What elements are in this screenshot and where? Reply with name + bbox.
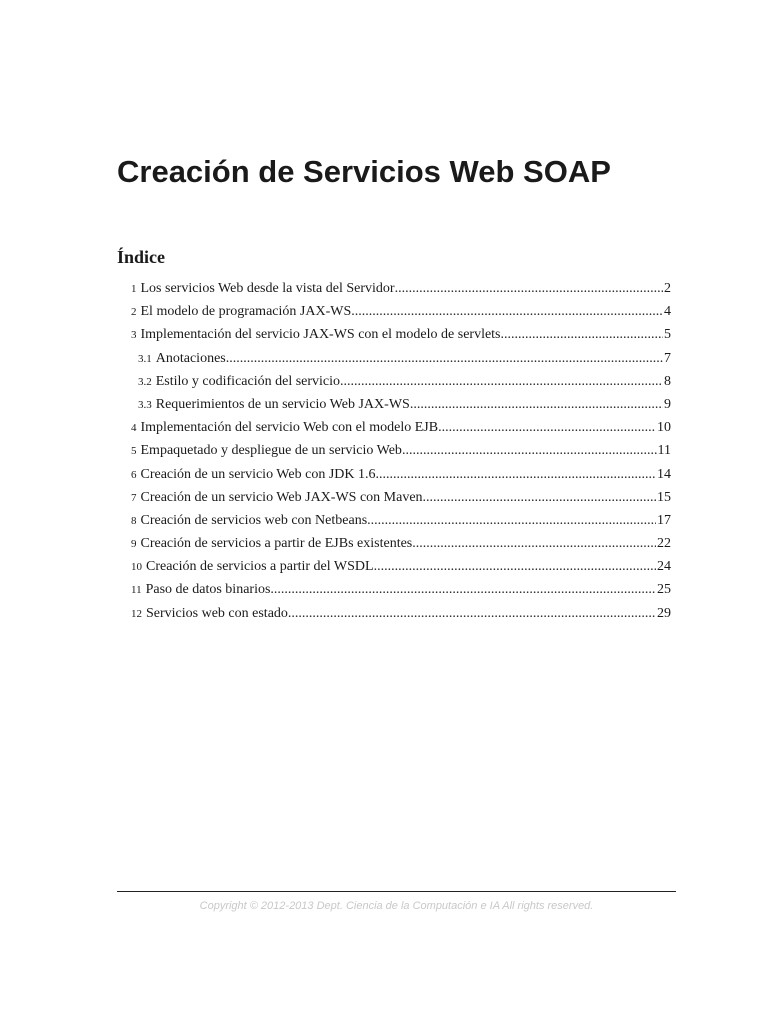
dot-leader [351, 300, 663, 323]
toc-entry-number: 10 [131, 561, 142, 574]
toc-entry-4[interactable] [131, 416, 671, 439]
toc-entry-5[interactable] [131, 439, 671, 462]
toc-entry-3-1[interactable] [131, 347, 671, 370]
toc-entry-page: 22 [657, 536, 671, 552]
toc-entry-page: 4 [664, 304, 671, 320]
toc-entry-title: Creación de un servicio Web con JDK 1.6 [140, 466, 376, 482]
toc-entry-title: Paso de datos binarios [145, 582, 271, 598]
toc-entry-title: Los servicios Web desde la vista del Servidor [140, 281, 395, 296]
toc-entry-number: 9 [131, 538, 137, 551]
toc-entry-number: 5 [131, 445, 137, 458]
toc-entry-number: 1 [131, 283, 137, 295]
toc-entry-12[interactable] [131, 602, 671, 625]
toc-entry-title: Implementación del servicio Web con el modelo EJB [140, 420, 439, 436]
dot-leader [402, 439, 657, 462]
toc-entry-7[interactable] [131, 486, 671, 509]
dot-leader [395, 277, 663, 300]
toc-entry-title: El modelo de programación JAX-WS [140, 304, 352, 320]
toc-entry-title: Implementación del servicio JAX-WS con el modelo de servlets [140, 327, 501, 343]
toc-entry-title: Anotaciones [155, 350, 226, 366]
toc-entry-number: 6 [131, 468, 137, 481]
toc-entry-number: 3.1 [138, 352, 152, 365]
toc-entry-9[interactable] [131, 532, 671, 555]
toc-entry-title: Creación de servicios web con Netbeans [140, 512, 368, 528]
toc-entry-2[interactable] [131, 300, 671, 323]
footer-copyright: Copyright © 2012-2013 Dept. Ciencia de la Computación e IA All rights reserved. [199, 900, 594, 912]
toc-entry-page: 14 [657, 466, 671, 482]
toc-entry-number: 3 [131, 329, 137, 342]
toc-entry-page: 2 [664, 281, 671, 296]
toc-entry-1[interactable] [131, 277, 671, 300]
dot-leader [501, 323, 663, 346]
dot-leader [367, 509, 656, 532]
dot-leader [412, 532, 656, 555]
toc-entry-11[interactable] [131, 578, 671, 601]
toc-entry-page: 17 [657, 512, 671, 528]
toc-entry-number: 2 [131, 306, 137, 319]
toc-entry-10[interactable] [131, 555, 671, 578]
footer-divider [117, 891, 676, 892]
dot-leader [288, 602, 656, 625]
dot-leader [374, 555, 656, 578]
dot-leader [226, 347, 663, 370]
toc-entry-3-3[interactable] [131, 393, 671, 416]
toc-entry-title: Estilo y codificación del servicio [155, 373, 341, 389]
toc-entry-title: Requerimientos de un servicio Web JAX-WS [155, 396, 410, 412]
toc-entry-title: Creación de servicios a partir del WSDL [146, 559, 374, 575]
toc-entry-page: 15 [657, 489, 671, 505]
toc-entry-number: 4 [131, 422, 137, 435]
toc-entry-page: 29 [657, 605, 671, 621]
dot-leader [438, 416, 656, 439]
toc-entry-page: 9 [664, 396, 671, 412]
document-title: Creación de Servicios Web SOAP [117, 154, 611, 189]
dot-leader [423, 486, 656, 509]
toc-entry-page: 25 [657, 582, 671, 598]
toc-entry-page: 8 [664, 373, 671, 389]
toc-entry-page: 11 [657, 443, 671, 459]
toc-entry-8[interactable] [131, 509, 671, 532]
toc-entry-title: Servicios web con estado [146, 605, 288, 621]
toc-heading: Índice [117, 247, 166, 267]
toc-entry-page: 7 [664, 350, 671, 366]
toc-entry-number: 12 [131, 607, 142, 620]
toc-entry-number: 11 [131, 584, 142, 597]
toc-entry-3-2[interactable] [131, 370, 671, 393]
dot-leader [270, 578, 656, 601]
toc-entry-page: 24 [657, 559, 671, 575]
toc-entry-page: 10 [657, 420, 671, 436]
table-of-contents [131, 277, 671, 625]
toc-entry-number: 7 [131, 491, 137, 504]
dot-leader [376, 463, 657, 486]
toc-entry-title: Creación de servicios a partir de EJBs existentes [140, 536, 413, 552]
toc-entry-number: 3.2 [138, 375, 152, 388]
toc-entry-title: Creación de un servicio Web JAX-WS con Maven [140, 489, 423, 505]
dot-leader [410, 393, 663, 416]
dot-leader [340, 370, 663, 393]
toc-entry-3[interactable] [131, 323, 671, 346]
toc-entry-title: Empaquetado y despliegue de un servicio Web [140, 443, 402, 459]
toc-entry-number: 8 [131, 514, 137, 527]
toc-entry-number: 3.3 [138, 398, 152, 411]
toc-entry-6[interactable] [131, 463, 671, 486]
toc-entry-page: 5 [664, 327, 671, 343]
